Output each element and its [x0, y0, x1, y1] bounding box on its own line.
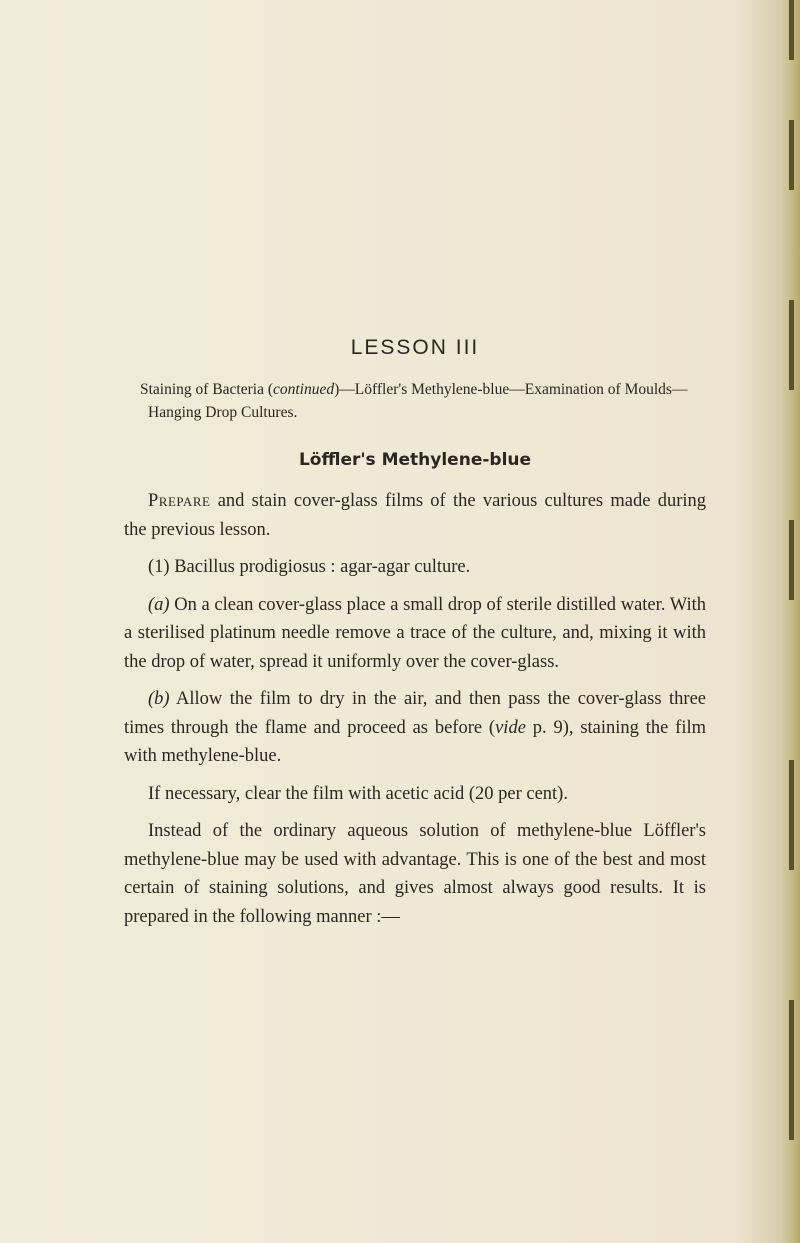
summary-italic: continued	[273, 381, 335, 398]
paragraph-lead: Prepare	[148, 491, 211, 511]
paragraph-step-a	[124, 591, 706, 677]
paragraph-loeffler: Instead of the ordinary aqueous solution of methylene-blue Löffler's methylene-blue may be used with advantage. This is one of the best and most certain of staining solutions, and gives almost always good results. It is prepared in the following manner :—	[124, 821, 706, 927]
page-content	[124, 336, 706, 940]
edge-mark	[789, 300, 794, 390]
lesson-title: LESSON III	[350, 336, 480, 359]
paragraph-italic: vide	[495, 717, 526, 738]
paragraph-acetic: If necessary, clear the film with acetic acid (20 per cent).	[148, 783, 568, 804]
page-edge	[782, 0, 800, 1243]
paragraph-text: On a clean cover-glass place a small drop of sterile distilled water. With a sterilised platinum needle remove a trace of the culture, and, mixing it with the drop of water, spread it uniformly over the cover-glass.	[124, 594, 706, 672]
summary-text: Staining of Bacteria (	[140, 381, 273, 398]
paragraph-prepare	[124, 487, 706, 544]
paragraph-step-b	[124, 685, 706, 771]
paragraph-bacillus: (1) Bacillus prodigiosus : agar-agar culture.	[148, 557, 471, 577]
section-heading: Löffler's Methylene-blue	[298, 450, 532, 470]
paragraph-text: Allow the film to dry in the air, and then pass the cover-glass three times through the flame and proceed as before (	[124, 689, 706, 738]
lesson-summary	[132, 378, 706, 424]
paragraph-text: and stain cover-glass films of the various cultures made during the previous lesson.	[124, 491, 706, 540]
paragraph-text: p. 9), staining the film with methylene-blue.	[124, 717, 706, 766]
edge-mark	[789, 760, 794, 870]
step-label: (a)	[148, 594, 170, 615]
edge-mark	[789, 0, 794, 60]
step-label: (b)	[148, 689, 170, 709]
summary-text: )—Löffler's Methylene-blue—Examination of Moulds—Hanging Drop Cultures.	[148, 381, 688, 421]
edge-mark	[789, 1000, 794, 1140]
edge-mark	[789, 120, 794, 190]
edge-mark	[789, 520, 794, 600]
